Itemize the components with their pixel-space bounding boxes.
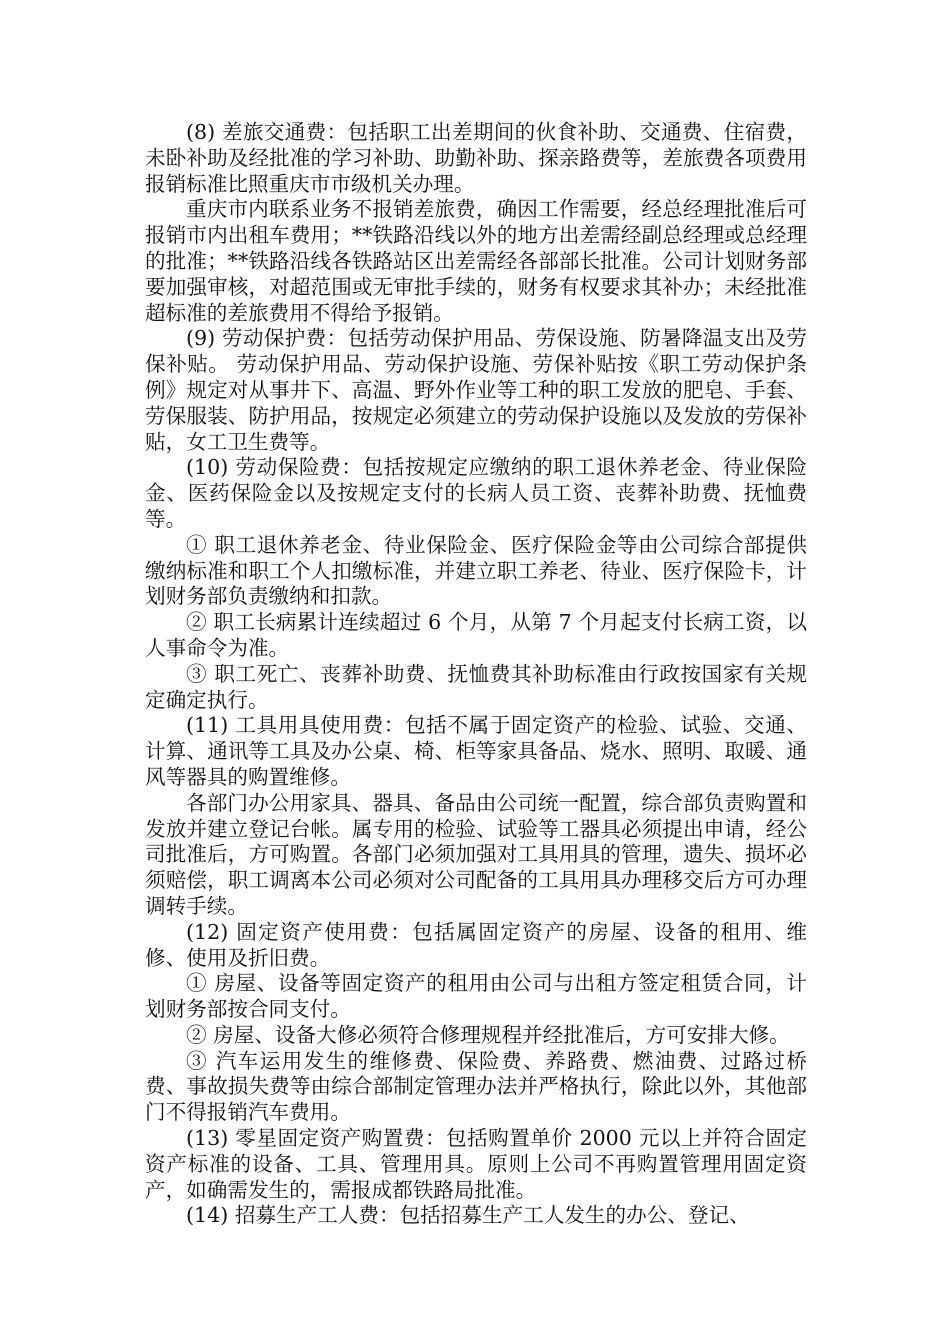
paragraph-insurance-item-3: ③ 职工死亡、丧葬补助费、抚恤费其补助标准由行政按国家有关规定确定执行。 <box>145 661 807 712</box>
paragraph-recruitment-cost: (14) 招募生产工人费：包括招募生产工人发生的办公、登记、 <box>186 1203 750 1228</box>
paragraph-asset-item-3: ③ 汽车运用发生的维修费、保险费、养路费、燃油费、过路过桥费、事故损失费等由综合部制定管理办法并严格执行，除此以外，其他部门不得报销汽车费用。 <box>145 1048 807 1125</box>
paragraph-minor-asset-purchase: (13) 零星固定资产购置费：包括购置单价 2000 元以上并符合固定资产标准的设备、工具、管理用具。原则上公司不再购置管理用固定资产，如确需发生的，需报成都铁路局批准。 <box>145 1126 807 1202</box>
paragraph-labor-protection: (9) 劳动保护费：包括劳动保护用品、劳保设施、防暑降温支出及劳保补贴。 劳动保护用品、劳动保护设施、劳保补贴按《职工劳动保护条例》规定对从事井下、高温、野外作业等工种的职工发放的肥皂、手套、劳保服装、防护用品，按规定必须建立的劳动保护设施以及发放的劳保补贴，女工卫生费等。 <box>145 326 807 454</box>
paragraph-fixed-asset-usage: (12) 固定资产使用费：包括属固定资产的房屋、设备的租用、维修、使用及折旧费。 <box>145 919 807 970</box>
paragraph-travel-expenses: (8) 差旅交通费：包括职工出差期间的伙食补助、交通费、住宿费，未卧补助及经批准的学习补助、助勤补助、探亲路费等，差旅费各项费用报销标准比照重庆市市级机关办理。 <box>145 120 807 196</box>
paragraph-asset-item-1: ① 房屋、设备等固定资产的租用由公司与出租方签定租赁合同，计划财务部按合同支付。 <box>145 971 807 1022</box>
paragraph-tool-management: 各部门办公用家具、器具、备品由公司统一配置，综合部负责购置和发放并建立登记台帐。属专用的检验、试验等工器具必须提出申请，经公司批准后，方可购置。各部门必须加强对工具用具的管理，遗失、损坏必须赔偿，职工调离本公司必须对公司配备的工具用具办理移交后方可办理调转手续。 <box>145 790 807 918</box>
document-body <box>145 120 807 1229</box>
paragraph-tool-usage: (11) 工具用具使用费：包括不属于固定资产的检验、试验、交通、计算、通讯等工具及办公桌、椅、柜等家具备品、烧水、照明、取暖、通风等器具的购置维修。 <box>145 713 807 789</box>
paragraph-insurance-item-2: ② 职工长病累计连续超过 6 个月，从第 7 个月起支付长病工资，以人事命令为准。 <box>145 610 807 660</box>
paragraph-asset-item-2: ② 房屋、设备大修必须符合修理规程并经批准后，方可安排大修。 <box>186 1022 790 1047</box>
paragraph-insurance-item-1: ① 职工退休养老金、待业保险金、医疗保险金等由公司综合部提供缴纳标准和职工个人扣缴标准，并建立职工养老、待业、医疗保险卡，计划财务部负责缴纳和扣款。 <box>145 532 807 609</box>
paragraph-labor-insurance: (10) 劳动保险费：包括按规定应缴纳的职工退休养老金、待业保险金、医药保险金以及按规定支付的长病人员工资、丧葬补助费、抚恤费等。 <box>145 455 807 531</box>
paragraph-travel-approval: 重庆市内联系业务不报销差旅费，确因工作需要，经总经理批准后可报销市内出租车费用；**铁路沿线以外的地方出差需经副总经理或总经理的批准；**铁路沿线各铁路站区出差需经各部部长批准。公司计划财务部要加强审核，对超范围或无审批手续的，财务有权要求其补办；未经批准超标准的差旅费用不得给予报销。 <box>145 197 807 325</box>
